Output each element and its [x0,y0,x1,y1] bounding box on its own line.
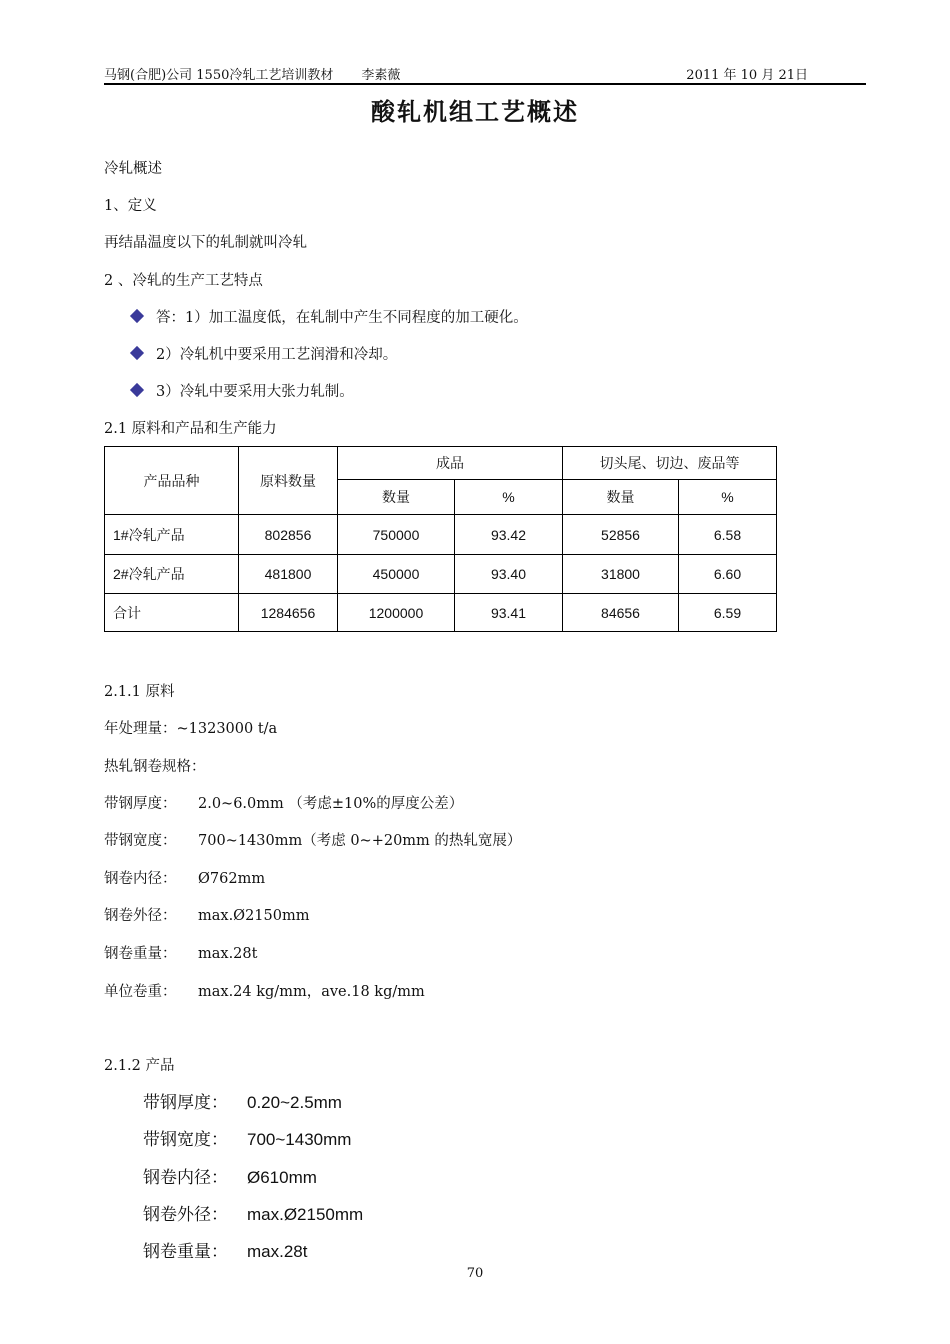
spec-value: max.Ø2150mm [247,1205,364,1224]
annual-capacity: 年处理量：~1323000 t/a [104,721,278,737]
table-row-total [105,594,777,632]
cell-product: 1#冷轧产品 [105,515,239,555]
cell-finished-qty: 750000 [338,515,455,555]
product-spec-row [143,1088,342,1113]
bullet-text: 3）冷轧中要采用大张力轧制。 [156,384,354,400]
cell-raw: 802856 [239,515,338,555]
raw-spec-row [104,904,309,925]
spec-label: 钢卷内径： [143,1168,228,1188]
header-product: 产品品种 [105,447,239,515]
bullet-text: 答：1）加工温度低，在轧制中产生不同程度的加工硬化。 [156,310,528,326]
spec-value: 2.0~6.0mm （考虑±10%的厚度公差） [198,796,464,812]
cell-finished-pct: 93.41 [455,594,563,632]
hot-coil-heading: 热轧钢卷规格： [104,759,206,775]
page-header [104,64,866,84]
product-spec-row [143,1200,363,1225]
spec-label: 钢卷外径： [104,908,177,924]
spec-label: 钢卷外径： [143,1205,228,1225]
header-finished-qty: 数量 [338,480,455,515]
spec-label: 单位卷重： [104,984,177,1000]
raw-spec-row [104,942,257,963]
header-scrap: 切头尾、切边、废品等 [563,447,777,480]
header-finished: 成品 [338,447,563,480]
spec-label: 钢卷重量： [143,1242,228,1262]
definition-text: 再结晶温度以下的轧制就叫冷轧 [104,235,307,251]
cell-product: 2#冷轧产品 [105,555,239,594]
spec-label: 带钢宽度： [143,1130,228,1150]
cell-finished-pct: 93.42 [455,515,563,555]
section-2-1-heading: 2.1 原料和产品和生产能力 [104,421,277,437]
header-author: 李素薇 [361,68,401,83]
diamond-bullet-icon [130,309,144,323]
spec-value: max.Ø2150mm [198,908,310,924]
features-heading: 2 、冷轧的生产工艺特点 [104,273,263,289]
cell-scrap-pct: 6.59 [679,594,777,632]
raw-spec-row [104,829,521,850]
cell-scrap-qty: 84656 [563,594,679,632]
table-row [105,515,777,555]
cell-finished-qty: 1200000 [338,594,455,632]
table-row [105,555,777,594]
spec-value: 700~1430mm [247,1130,352,1149]
spec-label: 钢卷内径： [104,871,177,887]
cell-raw: 481800 [239,555,338,594]
raw-spec-row [104,792,463,813]
header-rule [104,83,866,85]
header-raw: 原料数量 [239,447,338,515]
cell-raw: 1284656 [239,594,338,632]
diamond-bullet-icon [130,383,144,397]
spec-value: max.28t [198,946,258,962]
cell-scrap-qty: 52856 [563,515,679,555]
header-scrap-pct: % [679,480,777,515]
bullet-item [132,343,397,364]
header-scrap-qty: 数量 [563,480,679,515]
spec-value: max.28t [247,1242,308,1261]
spec-value: Ø610mm [247,1168,317,1187]
spec-label: 带钢厚度： [104,796,177,812]
bullet-item [132,380,354,401]
definition-heading: 1、定义 [104,198,157,214]
product-spec-row [143,1125,351,1150]
page-number: 70 [466,1266,484,1281]
product-spec-row [143,1237,307,1262]
raw-spec-row [104,980,425,1001]
cell-product: 合计 [105,594,239,632]
product-spec-row [143,1163,317,1188]
bullet-text: 2）冷轧机中要采用工艺润滑和冷却。 [156,347,398,363]
section-2-1-1-heading: 2.1.1 原料 [104,684,175,700]
production-table [104,446,777,632]
section-2-1-2-heading: 2.1.2 产品 [104,1058,175,1074]
header-finished-pct: % [455,480,563,515]
cell-finished-pct: 93.40 [455,555,563,594]
raw-spec-row [104,867,265,888]
spec-value: 700~1430mm（考虑 0~+20mm 的热轧宽展） [198,833,522,849]
header-left [104,64,400,83]
spec-label: 钢卷重量： [104,946,177,962]
diamond-bullet-icon [130,346,144,360]
cell-scrap-pct: 6.60 [679,555,777,594]
overview-line: 冷轧概述 [104,161,162,177]
cell-scrap-pct: 6.58 [679,515,777,555]
spec-value: max.24 kg/mm，ave.18 kg/mm [198,984,425,1000]
header-date: 2011 年 10 月 21日 [686,68,808,83]
cell-finished-qty: 450000 [338,555,455,594]
spec-value: 0.20~2.5mm [247,1093,342,1112]
spec-label: 带钢宽度： [104,833,177,849]
page-title: 酸轧机组工艺概述 [371,97,579,126]
spec-value: Ø762mm [198,871,266,887]
spec-label: 带钢厚度： [143,1093,228,1113]
header-course: 马钢(合肥)公司 1550冷轧工艺培训教材 [104,68,334,83]
cell-scrap-qty: 31800 [563,555,679,594]
bullet-item [132,306,528,327]
